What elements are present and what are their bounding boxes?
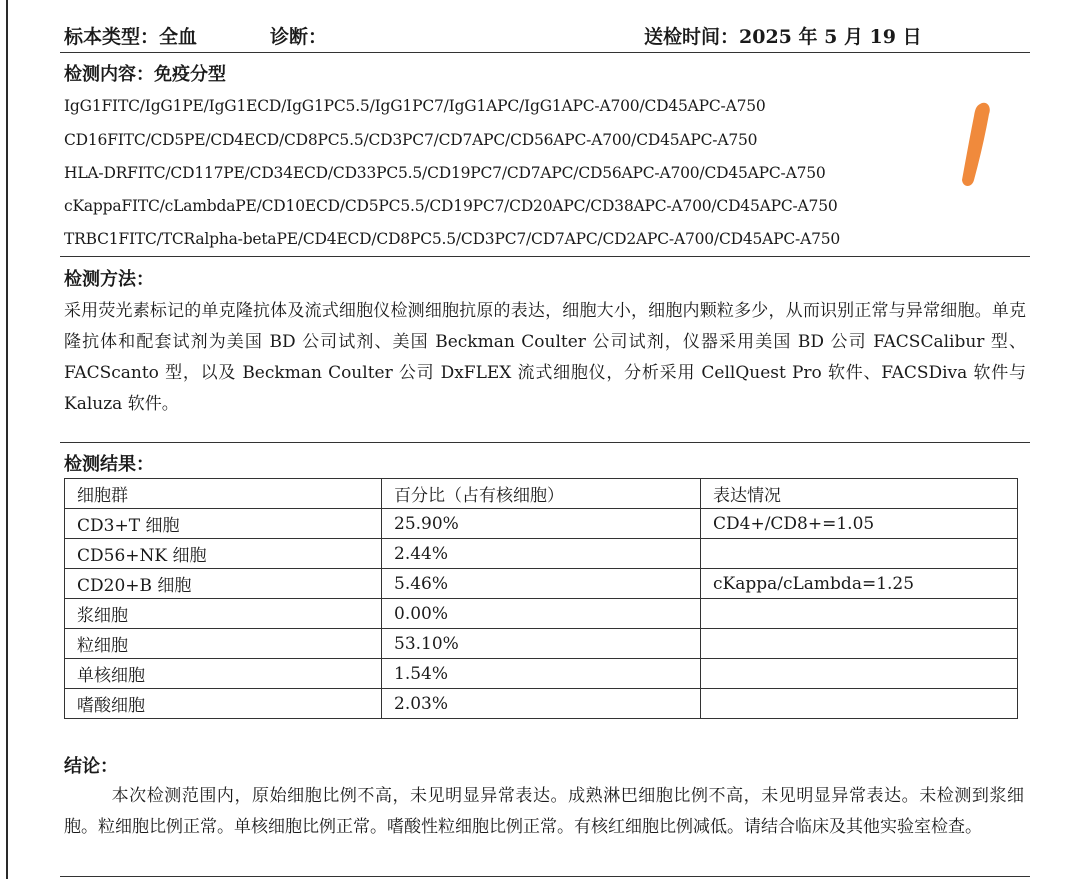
- cell-expression: [701, 689, 1018, 719]
- table-row: [65, 599, 1018, 629]
- cell-population: 粒细胞: [65, 629, 382, 659]
- cell-percentage: 5.46%: [382, 569, 701, 599]
- cell-expression: cKappa/cLambda=1.25: [701, 569, 1018, 599]
- table-row: [65, 629, 1018, 659]
- header-divider: [60, 52, 1030, 53]
- orange-highlighter-mark: [958, 96, 998, 190]
- conclusion-title: 结论：: [64, 756, 118, 777]
- cut-off-top-line: [60, 0, 960, 8]
- antibody-panel-line: CD16FITC/CD5PE/CD4ECD/CD8PC5.5/CD3PC7/CD7APC/CD56APC-A700/CD45APC-A750: [64, 131, 758, 149]
- content-divider: [60, 256, 1030, 257]
- cell-percentage: 1.54%: [382, 659, 701, 689]
- cell-percentage: 2.03%: [382, 689, 701, 719]
- column-header: 百分比（占有核细胞）: [382, 479, 701, 509]
- table-row: [65, 509, 1018, 539]
- table-header-row: [65, 479, 1018, 509]
- method-paragraph: 采用荧光素标记的单克隆抗体及流式细胞仪检测细胞抗原的表达，细胞大小，细胞内颗粒多少，从而识别正常与异常细胞。单克隆抗体和配套试剂为美国 BD 公司试剂、美国 Beckman Coulter 公司试剂，仪器采用美国 BD 公司 FACSCalibur 型、FACScanto 型，以及 Beckman Coulter 公司 DxFLEX 流式细胞仪，分析采用 CellQuest Pro 软件、FACSDiva 软件与 Kaluza 软件。: [64, 301, 1026, 414]
- method-title: 检测方法：: [64, 269, 154, 290]
- page-left-border: [6, 0, 8, 879]
- results-title: 检测结果：: [64, 454, 154, 475]
- bottom-divider: [60, 876, 1030, 877]
- cell-population: CD56+NK 细胞: [65, 539, 382, 569]
- column-header: 细胞群: [65, 479, 382, 509]
- column-header: 表达情况: [701, 479, 1018, 509]
- antibody-panel-line: cKappaFITC/cLambdaPE/CD10ECD/CD5PC5.5/CD19PC7/CD20APC/CD38APC-A700/CD45APC-A750: [64, 197, 838, 215]
- table-row: [65, 659, 1018, 689]
- cell-expression: [701, 539, 1018, 569]
- cell-population: 嗜酸细胞: [65, 689, 382, 719]
- antibody-panel-line: IgG1FITC/IgG1PE/IgG1ECD/IgG1PC5.5/IgG1PC7/IgG1APC/IgG1APC-A700/CD45APC-A750: [64, 97, 766, 115]
- cell-expression: [701, 629, 1018, 659]
- antibody-panel-line: HLA-DRFITC/CD117PE/CD34ECD/CD33PC5.5/CD19PC7/CD7APC/CD56APC-A700/CD45APC-A750: [64, 164, 826, 182]
- cell-expression: [701, 599, 1018, 629]
- submission-date: 送检时间：2025 年 5 月 19 日: [644, 26, 922, 48]
- cell-percentage: 2.44%: [382, 539, 701, 569]
- cell-expression: [701, 659, 1018, 689]
- table-row: [65, 539, 1018, 569]
- test-content-title: 检测内容：免疫分型: [64, 64, 226, 85]
- cell-population: CD20+B 细胞: [65, 569, 382, 599]
- method-divider: [60, 442, 1030, 443]
- cell-population: 浆细胞: [65, 599, 382, 629]
- sample-type: 标本类型：全血: [64, 26, 198, 48]
- antibody-panel-line: TRBC1FITC/TCRalpha-betaPE/CD4ECD/CD8PC5.5/CD3PC7/CD7APC/CD2APC-A700/CD45APC-A750: [64, 230, 841, 248]
- table-row: [65, 569, 1018, 599]
- cell-population: 单核细胞: [65, 659, 382, 689]
- conclusion-paragraph: 本次检测范围内，原始细胞比例不高，未见明显异常表达。成熟淋巴细胞比例不高，未见明显异常表达。未检测到浆细胞。粒细胞比例正常。单核细胞比例正常。嗜酸性粒细胞比例正常。有核红细胞比例减低。请结合临床及其他实验室检查。: [64, 786, 1024, 837]
- cell-expression: CD4+/CD8+=1.05: [701, 509, 1018, 539]
- report-header: [64, 20, 1024, 52]
- diagnosis: 诊断：: [270, 26, 328, 48]
- results-table: [64, 478, 1018, 719]
- table-row: [65, 689, 1018, 719]
- cell-population: CD3+T 细胞: [65, 509, 382, 539]
- cell-percentage: 0.00%: [382, 599, 701, 629]
- cell-percentage: 53.10%: [382, 629, 701, 659]
- cell-percentage: 25.90%: [382, 509, 701, 539]
